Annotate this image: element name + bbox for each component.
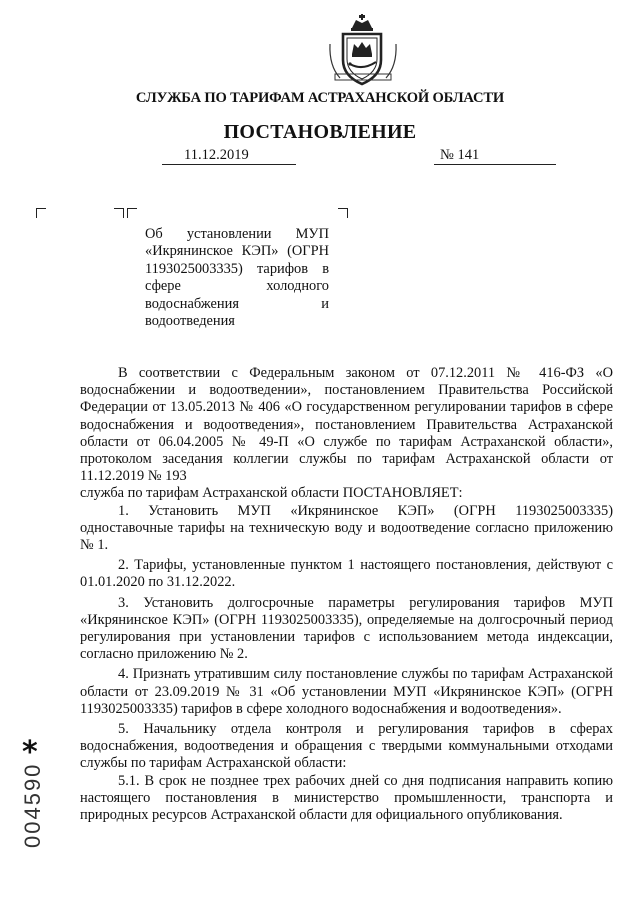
resolves-line: служба по тарифам Астраханской области ПОСТАНОВЛЯЕТ: xyxy=(80,485,463,502)
subject-line: Об установлении МУП xyxy=(145,226,329,242)
shield-outline xyxy=(343,34,381,84)
corner-mark xyxy=(338,208,348,218)
crown-on-shield-icon xyxy=(352,42,372,57)
coat-of-arms-emblem xyxy=(326,14,400,86)
subject-line: «Икрянинское КЭП» (ОГРН xyxy=(145,243,329,260)
registration-number: 004590 xyxy=(20,762,45,848)
item-5: 5. Начальнику отдела контроля и регулирования тарифов в сферах водоснабжения, водоотведения и обращения с твердыми коммунальными отходами службы по тарифам Астраханской области: xyxy=(80,721,613,772)
subject-line: водоснабжения и xyxy=(145,295,329,312)
item-2: 2. Тарифы, установленные пунктом 1 настоящего постановления, действуют с 01.01.2020 по 31.12.2022. xyxy=(80,557,613,591)
corner-mark xyxy=(114,208,124,218)
subject-line: 1193025003335) тарифов в xyxy=(145,260,329,277)
document-type: ПОСТАНОВЛЕНИЕ xyxy=(223,121,417,143)
item-4: 4. Признать утратившим силу постановление службы по тарифам Астраханской области от 23.09.2019 № 31 «Об установлении МУП «Икрянинское КЭП» (ОГРН 1193025003335) тарифов в сфере холодного водоснабжения и водоотведения». xyxy=(80,666,613,717)
document-number: № 141 xyxy=(440,147,480,163)
preamble-paragraph: В соответствии с Федеральным законом от 07.12.2011 № 416-ФЗ «О водоснабжении и водоотведении», постановлением Правительства Российской Федерации от 13.05.2013 № 406 «О государственном регулировании тарифов в сфере водоснабжения и водоотведения», постановлением Правительства Астраханской области от 06.04.2005 № 49-П «О службе по тарифам Астраханской области», протоколом заседания коллегии службы по тарифам Астраханской области от 11.12.2019 № 193 xyxy=(80,365,613,485)
corner-mark xyxy=(127,208,137,218)
subject-line: сфере холодного xyxy=(145,278,329,295)
document-body xyxy=(80,365,613,824)
corner-mark xyxy=(36,208,46,218)
agency-name: СЛУЖБА ПО ТАРИФАМ АСТРАХАНСКОЙ ОБЛАСТИ xyxy=(135,90,505,106)
date-field xyxy=(162,147,296,165)
subject-line: водоотведения xyxy=(145,313,235,330)
item-1: 1. Установить МУП «Икрянинское КЭП» (ОГРН 1193025003335) одноставочные тарифы на техническую воду и водоотведение согласно приложению № 1. xyxy=(80,502,613,554)
sabre-icon xyxy=(350,62,376,67)
crown-icon xyxy=(351,14,373,31)
document-subject xyxy=(145,226,329,330)
margin-mark: * xyxy=(22,735,38,770)
document-date: 11.12.2019 xyxy=(184,147,249,163)
number-field xyxy=(434,147,556,165)
item-5-1: 5.1. В срок не позднее трех рабочих дней со дня подписания направить копию настоящего постановления в министерство промышленности, транспорта и природных ресурсов Астраханской области для официального опубликования. xyxy=(80,772,613,824)
item-3: 3. Установить долгосрочные параметры регулирования тарифов МУП «Икрянинское КЭП» (ОГРН 1193025003335), определяемые на долгосрочный период регулирования при установлении тарифов с использованием метода индексации, согласно приложению № 2. xyxy=(80,594,613,663)
